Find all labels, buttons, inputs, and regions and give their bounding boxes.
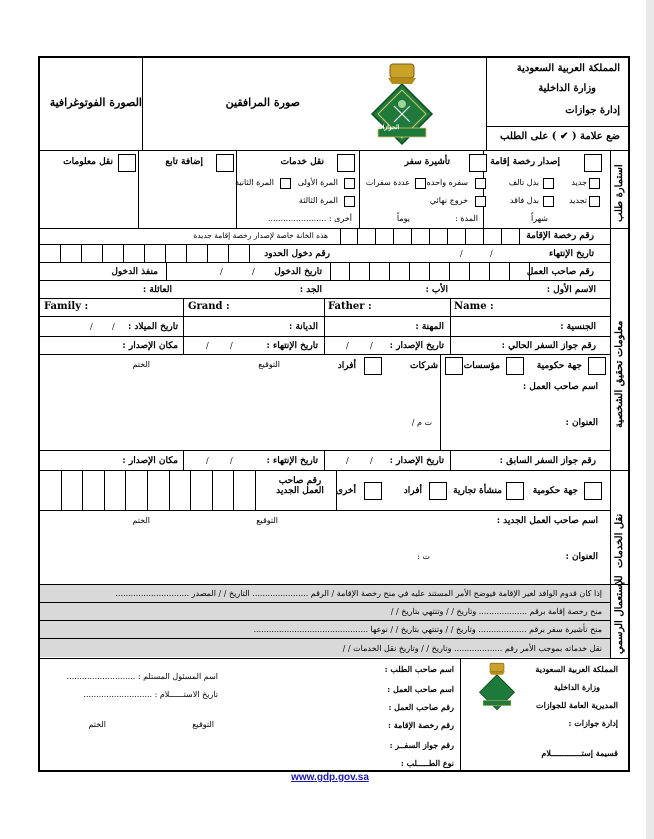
multiple-trip-label: عددة سفرات bbox=[365, 178, 410, 187]
emblem-text: الجوازات bbox=[377, 124, 400, 131]
institutions-checkbox[interactable] bbox=[506, 357, 524, 375]
lost-checkbox[interactable] bbox=[543, 196, 554, 207]
second-time-label: المرة الثانية bbox=[235, 178, 274, 187]
cr-label: ت م / bbox=[411, 418, 432, 427]
prev-exp-slash-1: / bbox=[230, 456, 233, 465]
months-label: شهراً bbox=[530, 214, 548, 223]
issue-place-label: مكان الإصدار : bbox=[122, 341, 178, 351]
issue-permit-label: إصدار رخصة إقامة bbox=[490, 157, 560, 167]
receipt-dept: إدارة جوازات : bbox=[568, 718, 618, 728]
expiry-date-label: تاريخ الإنتهاء bbox=[548, 249, 594, 259]
transfer-services-label: نقل خدمات bbox=[280, 157, 324, 167]
new-employer-name-label: اسم صاحب العمل الجديد : bbox=[496, 516, 598, 526]
entry-slash-1: / bbox=[252, 267, 255, 276]
transfer-gov-label: جهة حكومية bbox=[532, 486, 578, 496]
renewal-label: تجديد bbox=[568, 196, 587, 205]
family-label: العائلة : bbox=[142, 285, 172, 295]
employer-no-label: رقم صاحب العمل bbox=[526, 267, 594, 277]
permit-no-label: رقم رخصة الإقامة bbox=[526, 231, 594, 241]
official-line-4: نقل خدماته بموجب الأمر رقم ................... وتاريخ / / وتاريخ نقل الخدمات / / bbox=[342, 644, 602, 653]
other-label: أخرى : ....................... bbox=[267, 214, 352, 223]
receipt-ministry: وزارة الداخلية bbox=[553, 682, 600, 692]
transfer-address-label: العنوان : bbox=[565, 552, 598, 562]
institutions-label: مؤسسات bbox=[463, 361, 500, 371]
transfer-signature-label: التوقيع bbox=[256, 516, 278, 525]
family-en-label: Family : bbox=[44, 301, 89, 312]
gov-entity-label: جهة حكومية bbox=[536, 361, 582, 371]
official-side-label: للإستعمال الرسمي bbox=[614, 575, 625, 654]
single-trip-checkbox[interactable] bbox=[475, 178, 486, 189]
prev-issue-date-label: تاريخ الإصدار : bbox=[389, 456, 444, 466]
exp2-slash-2: / bbox=[206, 341, 209, 350]
receipt-employer-no: رقم صاحب العمل : bbox=[388, 702, 454, 712]
issue-permit-checkbox[interactable] bbox=[584, 154, 602, 172]
companies-label: شركات bbox=[409, 361, 438, 371]
issue-slash-2: / bbox=[346, 341, 349, 350]
transfer-gov-checkbox[interactable] bbox=[584, 482, 602, 500]
stamp-label: الختم bbox=[132, 360, 150, 369]
final-exit-label: خروج نهائي bbox=[429, 196, 468, 205]
new-label: جديد bbox=[571, 178, 587, 187]
travel-visa-label: تأشيرة سفر bbox=[404, 157, 450, 167]
father-label: الأب : bbox=[425, 285, 448, 295]
days-label: يوماً bbox=[396, 214, 410, 223]
profession-label: المهنة : bbox=[415, 322, 444, 332]
renewal-checkbox[interactable] bbox=[589, 196, 600, 207]
identity-side-label: معلومات تحقيق الشخصية bbox=[614, 320, 625, 428]
new-employer-no-label: رقم صاحب العمل الجديد bbox=[276, 476, 324, 496]
official-line-2: منح رخصة إقامة برقم ................... وتاريخ / / وتنتهي بتاريخ / / bbox=[390, 607, 602, 616]
individuals-checkbox[interactable] bbox=[364, 357, 382, 375]
receipt-date: تاريخ الاستــــــلام : ........................... bbox=[83, 690, 218, 699]
entry-date-label: تاريخ الدخول bbox=[274, 267, 322, 277]
receipt-employer-name: اسم صاحب العمل : bbox=[387, 684, 454, 694]
receipt-request-type: نوع الطـــــلب : bbox=[400, 758, 454, 768]
permit-no-cells[interactable] bbox=[340, 228, 520, 244]
transfer-info-label: نقل معلومات bbox=[63, 157, 113, 167]
name-en-label: Name : bbox=[454, 301, 494, 312]
transfer-side-label: نقل الخدمات bbox=[614, 513, 625, 568]
receipt-signature: التوقيع bbox=[192, 720, 214, 729]
photo-label: الصورة الفوتوغرافية bbox=[49, 96, 142, 109]
new-checkbox[interactable] bbox=[589, 178, 600, 189]
add-dependent-label: إضافة تابع bbox=[165, 157, 203, 167]
passport-prev-label: رقم جواز السفر السابق : bbox=[499, 456, 596, 466]
grand-en-label: Grand : bbox=[188, 301, 230, 312]
birth-date-label: تاريخ الميلاد : bbox=[127, 322, 178, 332]
commercial-label: منشأة تجارية bbox=[453, 486, 502, 496]
entry-port-label: منفذ الدخول bbox=[111, 267, 158, 277]
religion-label: الديانة : bbox=[289, 322, 318, 332]
prev-expiry-label: تاريخ الإنتهاء : bbox=[266, 456, 318, 466]
transfer-other-label: أخرى bbox=[335, 486, 356, 496]
receipt-directorate: المديرية العامة للجوازات bbox=[536, 700, 618, 710]
add-dependent-checkbox[interactable] bbox=[216, 154, 234, 172]
transfer-individuals-checkbox[interactable] bbox=[429, 482, 447, 500]
exp2-slash-1: / bbox=[230, 341, 233, 350]
official-line-3: منح تأشيرة سفر برقم ................... وتاريخ / / وتنتهي بتاريخ / / نوعها ............................................. bbox=[253, 625, 602, 634]
travel-visa-checkbox[interactable] bbox=[469, 154, 487, 172]
receipt-permit-no: رقم رخصة الإقامة : bbox=[388, 720, 454, 730]
new-permit-note: هذه الخانة خاصة لإصدار رخصة إقامة جديدة bbox=[193, 231, 328, 240]
birth-slash-1: / bbox=[112, 322, 115, 331]
transfer-services-checkbox[interactable] bbox=[337, 154, 355, 172]
final-exit-checkbox[interactable] bbox=[475, 196, 486, 207]
receipt-kingdom: المملكة العربية السعودية bbox=[535, 664, 618, 674]
receipt-officer: اسم المسئول المستلم : ........................... bbox=[66, 672, 218, 681]
grandfather-label: الجد : bbox=[299, 285, 322, 295]
expiry-date2-label: تاريخ الإنتهاء : bbox=[266, 341, 318, 351]
passports-emblem-icon bbox=[366, 62, 438, 148]
signature-label: التوقيع bbox=[258, 360, 280, 369]
receipt-stamp: الختم bbox=[88, 720, 106, 729]
transfer-t-label: ت : bbox=[417, 552, 430, 561]
nationality-label: الجنسية : bbox=[560, 322, 596, 332]
entry-slash-2: / bbox=[220, 267, 223, 276]
request-side-label: استمارة طلب bbox=[614, 164, 625, 222]
third-time-label: المرة الثالثة bbox=[298, 196, 338, 205]
individuals-label: أفراد bbox=[337, 361, 356, 371]
form-frame bbox=[38, 56, 630, 772]
birth-slash-2: / bbox=[90, 322, 93, 331]
issue-date-label: تاريخ الإصدار : bbox=[389, 341, 444, 351]
header-ministry: وزارة الداخلية bbox=[538, 83, 596, 94]
lost-label: بدل فاقد bbox=[509, 196, 539, 205]
visa-duration-label: المدة : bbox=[455, 214, 478, 223]
expiry-slash-2: / bbox=[460, 249, 463, 258]
address-label: العنوان : bbox=[565, 418, 598, 428]
issue-slash-1: / bbox=[370, 341, 373, 350]
first-time-label: المرة الأولى bbox=[297, 178, 338, 187]
transfer-info-checkbox[interactable] bbox=[118, 154, 136, 172]
prev-issue-place-label: مكان الإصدار : bbox=[122, 456, 178, 466]
father-en-label: Father : bbox=[328, 301, 372, 312]
first-time-checkbox[interactable] bbox=[344, 178, 355, 189]
receipt-title: قسيمة إستـــــــــــــلام bbox=[541, 748, 618, 758]
header-dept: إدارة جوازات bbox=[565, 105, 620, 116]
receipt-passport-no: رقم جواز السفــر : bbox=[389, 740, 454, 750]
employer-no-cells[interactable] bbox=[330, 262, 530, 280]
first-name-label: الاسم الأول : bbox=[546, 285, 596, 295]
damaged-label: بدل تالف bbox=[508, 178, 539, 187]
companion-photo-label: صورة المرافقين bbox=[225, 96, 300, 109]
passport-current-label: رقم جواز السفر الحالي : bbox=[501, 341, 596, 351]
gov-entity-checkbox[interactable] bbox=[588, 357, 606, 375]
second-time-checkbox[interactable] bbox=[280, 178, 291, 189]
damaged-checkbox[interactable] bbox=[543, 178, 554, 189]
footer-url-link[interactable]: www.gdp.gov.sa bbox=[291, 772, 369, 783]
official-line-1: إذا كان قدوم الوافد لغير الإقامة فيوضح الأمر المستند عليه في منح رخصة الإقامة / الرقم ...................... التاريخ / / المصدر ............................. bbox=[115, 589, 602, 598]
commercial-checkbox[interactable] bbox=[506, 482, 524, 500]
receipt-emblem-icon bbox=[476, 662, 518, 712]
transfer-stamp-label: الختم bbox=[132, 516, 150, 525]
third-time-checkbox[interactable] bbox=[344, 196, 355, 207]
border-entry-cells[interactable] bbox=[40, 244, 250, 262]
receipt-applicant-name: اسم صاحب الطلب : bbox=[384, 664, 454, 674]
transfer-other-checkbox[interactable] bbox=[364, 482, 382, 500]
employer-name-label: اسم صاحب العمل : bbox=[522, 382, 598, 392]
prev-issue-slash-1: / bbox=[370, 456, 373, 465]
header-kingdom: المملكة العربية السعودية bbox=[516, 63, 620, 74]
prev-exp-slash-2: / bbox=[206, 456, 209, 465]
multiple-trip-checkbox[interactable] bbox=[415, 178, 426, 189]
transfer-individuals-label: أفراد bbox=[403, 486, 422, 496]
new-employer-no-cells[interactable] bbox=[40, 470, 256, 510]
companies-checkbox[interactable] bbox=[445, 357, 463, 375]
border-entry-label: رقم دخول الحدود bbox=[264, 249, 330, 259]
expiry-slash-1: / bbox=[490, 249, 493, 258]
mark-instruction: ضع علامة ( ✔ ) على الطلب bbox=[500, 131, 620, 142]
prev-issue-slash-2: / bbox=[346, 456, 349, 465]
single-trip-label: سفره واحده bbox=[426, 178, 468, 187]
